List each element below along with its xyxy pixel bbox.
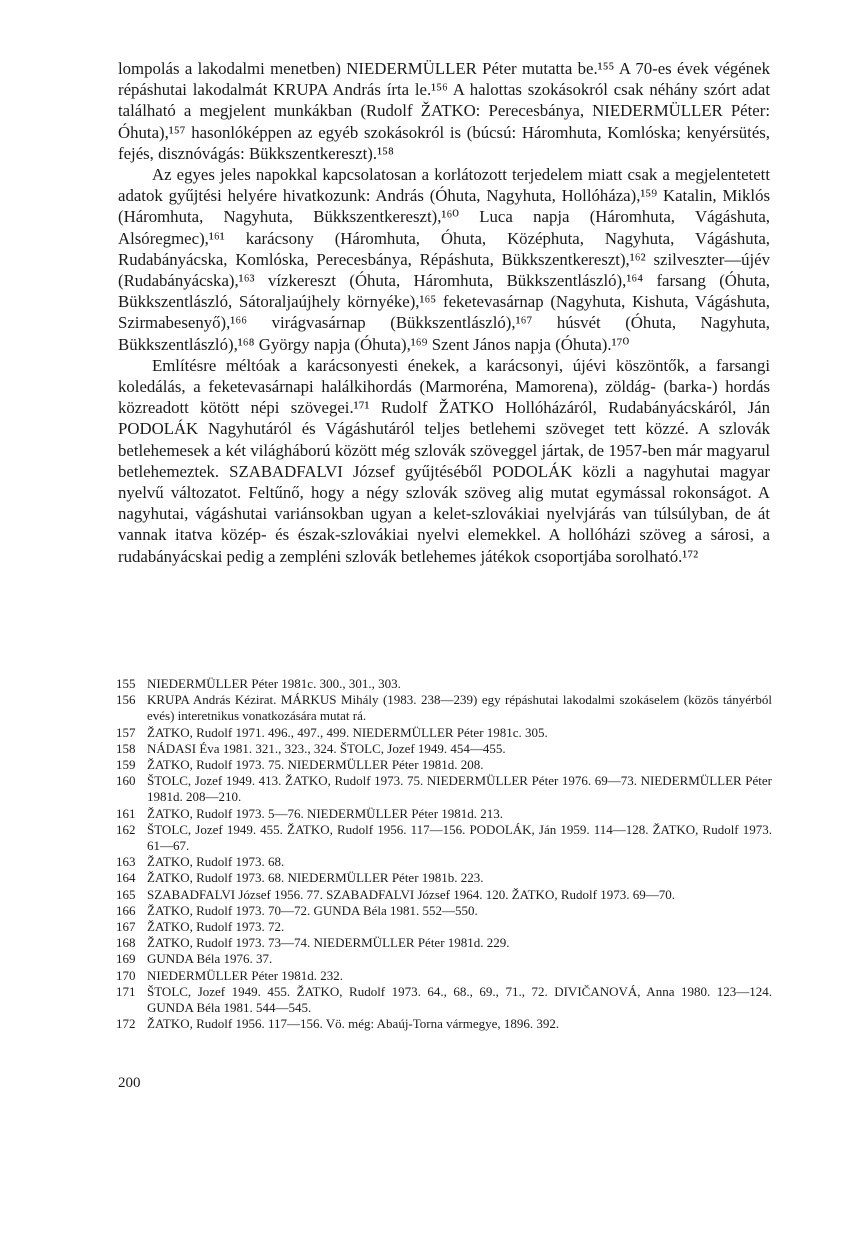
footnote-number: 165 [116,886,136,902]
footnote [116,676,772,692]
footnote-text: ŽATKO, Rudolf 1973. 73—74. NIEDERMÜLLER Péter 1981d. 229. [147,935,510,951]
footnote [116,887,772,903]
footnote-number: 164 [116,870,136,886]
footnote [116,773,772,805]
footnote-text: NIEDERMÜLLER Péter 1981c. 300., 301., 303. [147,676,401,691]
footnote-text: SZABADFALVI József 1956. 77. SZABADFALVI József 1964. 120. ŽATKO, Rudolf 1973. 69—70. [147,886,675,902]
footnote-text: NÁDASI Éva 1981. 321., 323., 324. ŠTOLC, Jozef 1949. 454—455. [147,740,506,756]
footnote-number: 159 [116,757,136,773]
footnote-number: 160 [116,773,136,789]
paragraph-2: Az egyes jeles napokkal kapcsolatosan a korlátozott terjedelem miatt csak a megjelentetett adatok gyűjtési helyére hivatkozunk: András (Óhuta, Nagyhuta, Hollóháza),¹⁵⁹ Katalin, Miklós (Háromhuta, Nagyhuta, Bükkszentkereszt),¹⁶⁰ Luca napja (Háromhuta, Vágáshuta, Alsóregmec),¹⁶¹ karácsony (Háromhuta, Óhuta, Középhuta, Nagyhuta, Vágáshuta, Rudabányácska, Komlóska, Perecesbánya, Répáshuta, Bükkszentkereszt),¹⁶² szilveszter—újév (Rudabányácska),¹⁶³ vízkereszt (Óhuta, Háromhuta, Bükkszentlászló),¹⁶⁴ farsang (Óhuta, Bükkszentlászló, Sátoraljaújhely környéke),¹⁶⁵ feketevasárnap (Nagyhuta, Kishuta, Vágáshuta, Szirmabesenyő),¹⁶⁶ virágvasárnap (Bükkszentlászló),¹⁶⁷ húsvét (Óhuta, Nagyhuta, Bükkszentlászló),¹⁶⁸ György napja (Óhuta),¹⁶⁹ Szent János napja (Óhuta).¹⁷⁰ [118,165,770,354]
footnote [116,903,772,919]
footnote-text: ŽATKO, Rudolf 1973. 68. NIEDERMÜLLER Péter 1981b. 223. [147,870,484,886]
footnote [116,968,772,984]
footnote-text: KRUPA András Kézirat. MÁRKUS Mihály (1983. 238—239) egy répáshutai lakodalmi szokáselem (közös tányérból evés) interetnikus vonatkozására mutat rá. [147,692,772,724]
footnote-number: 161 [116,805,136,821]
footnote [116,806,772,822]
footnote-text: ŠTOLC, Jozef 1949. 455. ŽATKO, Rudolf 1973. 64., 68., 69., 71., 72. DIVIČANOVÁ, Anna 1980. 123—124. GUNDA Béla 1981. 544—545. [147,983,772,1016]
footnote-text: ŽATKO, Rudolf 1973. 5—76. NIEDERMÜLLER Péter 1981d. 213. [147,805,504,821]
footnote [116,1016,772,1032]
page-number: 200 [118,1075,141,1091]
footnote-number: 168 [116,935,136,951]
footnote-number: 162 [116,821,136,837]
footnote-text: ŽATKO, Rudolf 1973. 72. [147,919,285,935]
footnote-number: 157 [116,724,136,740]
footnote [116,854,772,870]
footnote-number: 172 [116,1016,136,1032]
footnote [116,692,772,724]
footnote-number: 166 [116,902,136,918]
footnote [116,919,772,935]
footnote [116,725,772,741]
paragraph-1: lompolás a lakodalmi menetben) NIEDERMÜLLER Péter mutatta be.¹⁵⁵ A 70-es évek végének répáshutai lakodalmát KRUPA András írta le.¹⁵⁶ A halottas szokásokról csak néhány szórt adat található a megjelent munkákban (Rudolf ŽATKO: Perecesbánya, NIEDERMÜLLER Péter: Óhuta),¹⁵⁷ hasonlóképpen az egyéb szokásokról is (búcsú: Háromhuta, Komlóska; kenyérsütés, fejés, disznóvágás: Bükkszentkereszt).¹⁵⁸ [118,59,770,163]
footnote-number: 156 [116,692,136,708]
footnote-number: 169 [116,951,136,967]
footnote-number: 163 [116,854,136,870]
footnote-text: ŠTOLC, Jozef 1949. 455. ŽATKO, Rudolf 1956. 117—156. PODOLÁK, Ján 1959. 114—128. ŽATKO, Rudolf 1973. 61—67. [147,821,772,854]
footnote-number: 167 [116,919,136,935]
footnote-text: ŽATKO, Rudolf 1971. 496., 497., 499. NIEDERMÜLLER Péter 1981c. 305. [147,724,548,740]
footnote-text: ŽATKO, Rudolf 1973. 70—72. GUNDA Béla 1981. 552—550. [147,902,478,918]
main-text [118,58,770,567]
footnote-number: 155 [116,676,136,691]
footnote-text: ŽATKO, Rudolf 1956. 117—156. Vö. még: Abaúj-Torna vármegye, 1896. 392. [147,1016,560,1032]
footnote [116,870,772,886]
footnote [116,757,772,773]
footnote-text: NIEDERMÜLLER Péter 1981d. 232. [147,967,344,983]
footnote [116,741,772,757]
footnote [116,822,772,854]
footnotes [116,676,772,1032]
footnote-number: 158 [116,740,136,756]
footnote [116,935,772,951]
footnote-number: 171 [116,983,136,999]
footnote [116,951,772,967]
footnote-text: ŽATKO, Rudolf 1973. 75. NIEDERMÜLLER Péter 1981d. 208. [147,757,484,773]
paragraph-3: Említésre méltóak a karácsonyesti énekek, a karácsonyi, újévi köszöntők, a farsangi koledálás, a feketevasárnapi halálkihordás (Marmoréna, Mamorena), zöldág- (barka-) hordás közreadott kötött népi szövegei.¹⁷¹ Rudolf ŽATKO Hollóházáról, Rudabányácskáról, Ján PODOLÁK Nagyhutáról és Vágáshutáról teljes betlehemi szöveget tett közzé. A szlovák betlehemesek a két világháború között még szlovák szöveggel jártak, de 1957-ben már magyarul betlehemeztek. SZABADFALVI József gyűjtéséből PODOLÁK közli a nagyhutai magyar nyelvű változatot. Feltűnő, hogy a négy szlovák szöveg alig mutat egymással rokonságot. A nagyhutai, vágáshutai variánsokban ugyan a kelet-szlovákiai nyelvjárás van túlsúlyban, de át vannak itatva közép- és észak-szlovákiai nyelvi elemekkel. A hollóházi szöveg a sárosi, a rudabányácskai pedig a zempléni szlovák betlehemes játékok csoportjába sorolható.¹⁷² [118,355,770,566]
footnote-text: GUNDA Béla 1976. 37. [147,951,273,967]
footnote-text: ŽATKO, Rudolf 1973. 68. [147,854,285,870]
footnote-number: 170 [116,967,136,983]
footnote [116,984,772,1016]
footnote-text: ŠTOLC, Jozef 1949. 413. ŽATKO, Rudolf 1973. 75. NIEDERMÜLLER Péter 1976. 69—73. NIEDERMÜLLER Péter 1981d. 208—210. [147,773,772,805]
